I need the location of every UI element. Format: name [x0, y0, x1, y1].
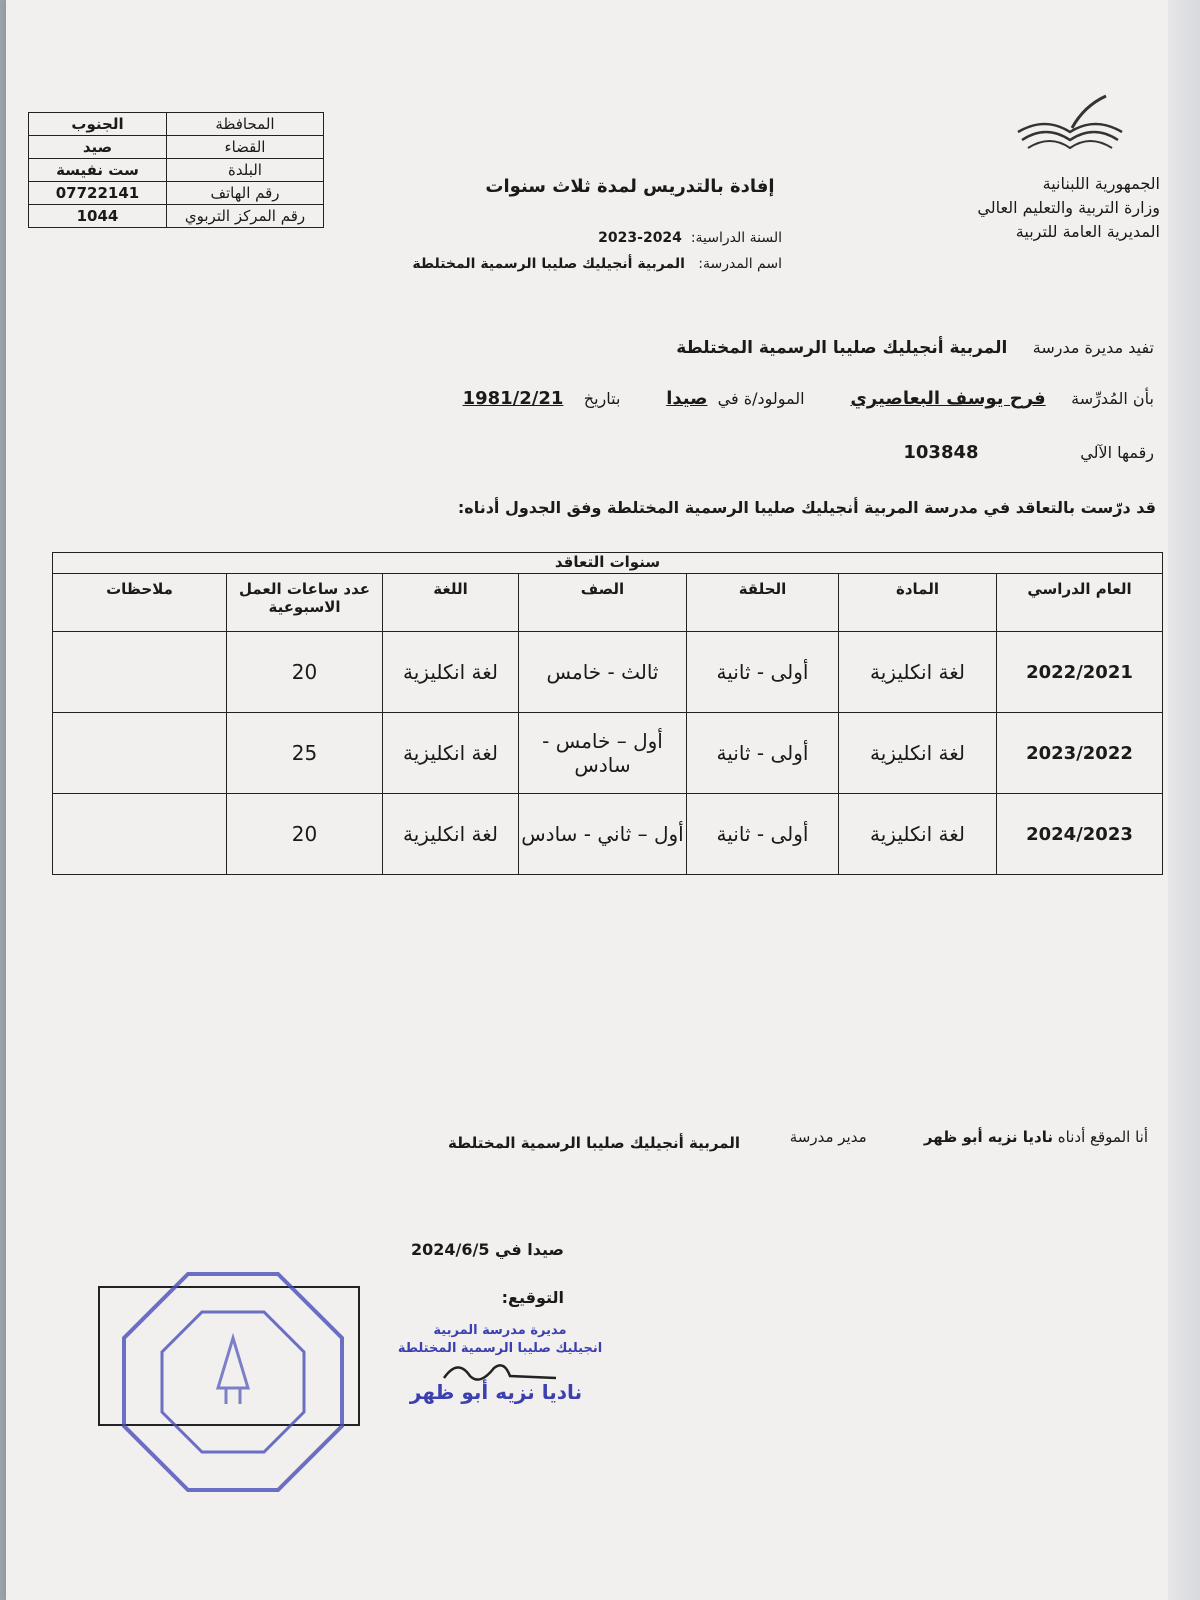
info-label: رقم الهاتف: [167, 182, 324, 205]
table-cell: 2023/2022: [997, 713, 1163, 794]
contract-years-table: [52, 552, 1163, 875]
table-cell: [53, 794, 227, 875]
table-cell: أول – خامس - سادس: [519, 713, 687, 794]
ministry-book-logo-icon: [1010, 92, 1130, 156]
handwritten-signature-block: [380, 1322, 620, 1358]
info-value: 1044: [29, 205, 167, 228]
info-row: [29, 113, 324, 136]
table-cell: ثالث - خامس: [519, 632, 687, 713]
column-header: العام الدراسي: [997, 574, 1163, 632]
academic-year-value: 2024-2023: [598, 230, 682, 246]
handwritten-line-2: انجيليك صليبا الرسمية المختلطة: [397, 1341, 603, 1356]
table-row: [53, 632, 1163, 713]
table-cell: لغة انكليزية: [839, 713, 997, 794]
body-line-3: [794, 442, 1154, 463]
info-row: [29, 136, 324, 159]
principal-name: ناديا نزيه أبو ظهر: [923, 1128, 1053, 1146]
column-header: المادة: [839, 574, 997, 632]
place-date: صيدا في 2024/6/5: [410, 1240, 564, 1259]
ministry-name: وزارة التربية والتعليم العالي: [977, 198, 1160, 217]
table-cell: أولى - ثانية: [687, 794, 839, 875]
table-cell: 20: [227, 632, 383, 713]
table-cell: 25: [227, 713, 383, 794]
info-value: صيد: [29, 136, 167, 159]
signature-label: التوقيع:: [501, 1288, 564, 1307]
academic-year-line: [570, 230, 782, 246]
table-cell: 20: [227, 794, 383, 875]
principal-role: مدير مدرسة: [789, 1128, 867, 1146]
handwritten-line-1: مديرة مدرسة المربية: [433, 1323, 567, 1338]
table-cell: [53, 713, 227, 794]
birthplace-label: المولود/ة في: [717, 389, 805, 408]
column-header: ملاحظات: [53, 574, 227, 632]
location-info-table: [28, 112, 324, 228]
table-cell: أول – ثاني - سادس: [519, 794, 687, 875]
contract-years-header: سنوات التعاقد: [53, 553, 1163, 574]
table-cell: لغة انكليزية: [383, 794, 519, 875]
table-row: [53, 713, 1163, 794]
school-name-value: المربية أنجيليك صليبا الرسمية المختلطة: [412, 256, 685, 272]
body-line-1: [654, 338, 1154, 358]
table-row: [53, 794, 1163, 875]
body-line-2: [434, 388, 1154, 409]
table-cell: 2024/2023: [997, 794, 1163, 875]
column-header: الحلقة: [687, 574, 839, 632]
directorate-name: المديرية العامة للتربية: [1015, 222, 1160, 241]
school-name-line: [400, 256, 782, 272]
table-cell: أولى - ثانية: [687, 713, 839, 794]
info-row: [29, 182, 324, 205]
info-row: [29, 159, 324, 182]
birthdate-value: 1981/2/21: [462, 388, 564, 409]
table-cell: أولى - ثانية: [687, 632, 839, 713]
ministry-header: [900, 172, 1160, 244]
handwritten-principal-name: ناديا نزيه أبو ظهر: [409, 1380, 583, 1404]
column-header: الصف: [519, 574, 687, 632]
document-title: إفادة بالتدريس لمدة ثلاث سنوات: [485, 176, 775, 197]
background-sheet-edge: [1168, 0, 1200, 1600]
teacher-label: بأن المُدرِّسة: [1071, 389, 1154, 408]
birthdate-label: بتاريخ: [583, 389, 621, 408]
birthplace-value: صيدا: [666, 388, 708, 409]
registration-number-label: رقمها الآلي: [1080, 443, 1154, 462]
teacher-name: فرح يوسف البعاصيري: [850, 388, 1046, 409]
signoff-school: المربية أنجيليك صليبا الرسمية المختلطة: [447, 1134, 740, 1152]
registration-number-value: 103848: [903, 442, 979, 463]
column-header: عدد ساعات العمل الاسبوعية: [227, 574, 383, 632]
column-header: اللغة: [383, 574, 519, 632]
info-label: رقم المركز التربوي: [167, 205, 324, 228]
body-line-4: قد درّست بالتعاقد في مدرسة المربية أنجيليك صليبا الرسمية المختلطة وفق الجدول أدناه:: [457, 498, 1156, 517]
info-value: 07722141: [29, 182, 167, 205]
table-cell: [53, 632, 227, 713]
body-line-1-school: المربية أنجيليك صليبا الرسمية المختلطة: [676, 338, 1008, 358]
info-label: المحافظة: [167, 113, 324, 136]
info-label: البلدة: [167, 159, 324, 182]
info-label: القضاء: [167, 136, 324, 159]
table-cell: لغة انكليزية: [839, 794, 997, 875]
academic-year-label: السنة الدراسية:: [690, 230, 782, 246]
table-cell: لغة انكليزية: [839, 632, 997, 713]
official-stamp-icon: [118, 1268, 348, 1496]
info-row: [29, 205, 324, 228]
table-cell: لغة انكليزية: [383, 713, 519, 794]
signoff-prefix: أنا الموقع أدناه: [1057, 1128, 1148, 1146]
body-line-1-prefix: تفيد مديرة مدرسة: [1032, 338, 1154, 357]
info-value: الجنوب: [29, 113, 167, 136]
republic-name: الجمهورية اللبنانية: [1042, 174, 1160, 193]
school-name-label: اسم المدرسة:: [698, 256, 782, 272]
info-value: ست نفيسة: [29, 159, 167, 182]
table-cell: 2022/2021: [997, 632, 1163, 713]
table-cell: لغة انكليزية: [383, 632, 519, 713]
